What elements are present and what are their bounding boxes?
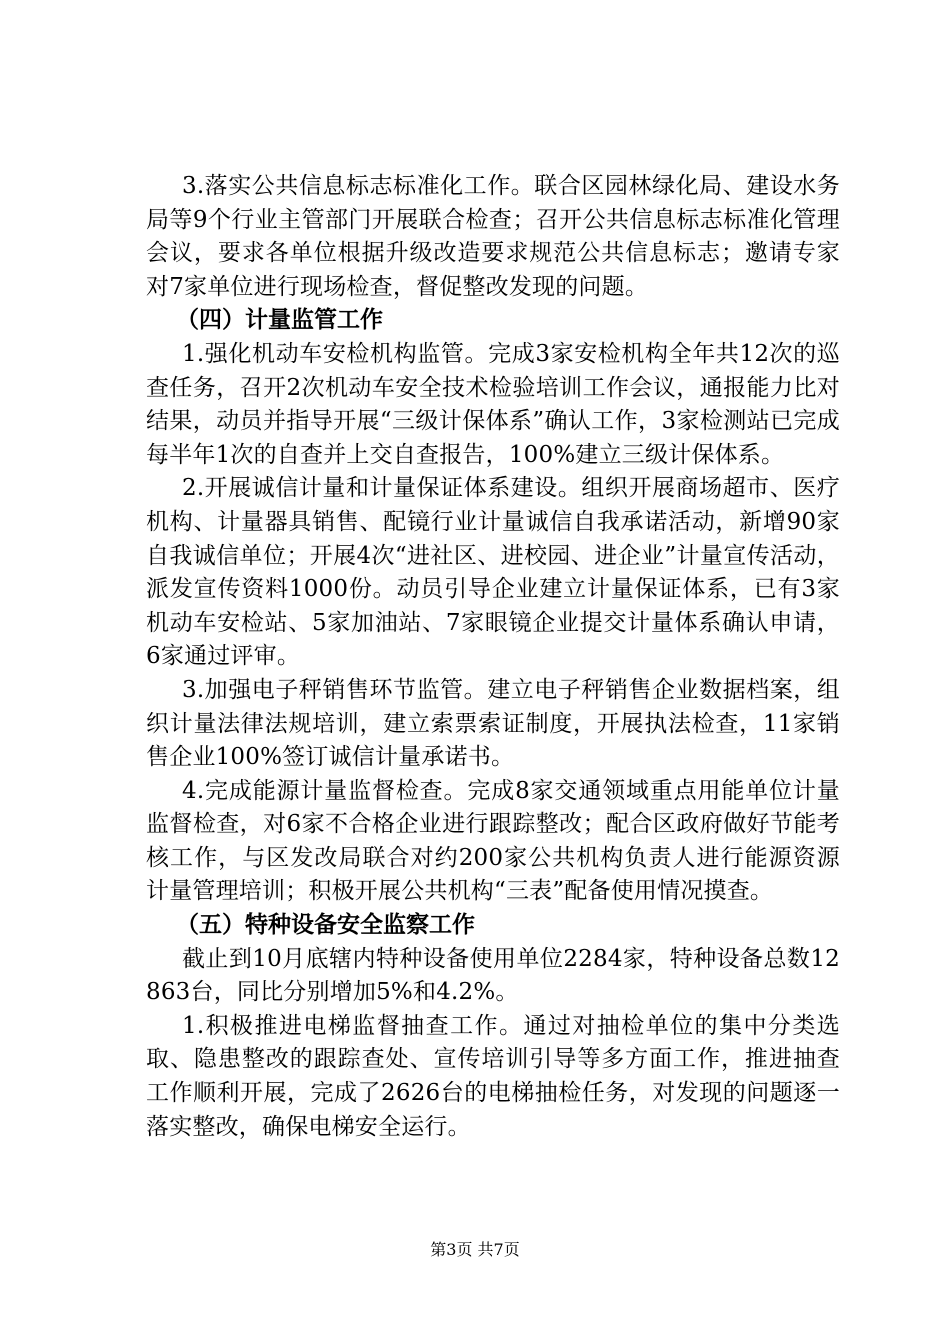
- document-body: [146, 170, 840, 1144]
- paragraph-electronic-scales: 3.加强电子秤销售环节监管。建立电子秤销售企业数据档案，组织计量法律法规培训，建立索票索证制度，开展执法检查，11家销售企业100%签订诚信计量承诺书。: [146, 676, 840, 771]
- paragraph-vehicle-inspection: 1.强化机动车安检机构监管。完成3家安检机构全年共12次的巡查任务，召开2次机动车安全技术检验培训工作会议，通报能力比对结果，动员并指导开展“三级计保体系”确认工作，3家检测站已完成每半年1次的自查并上交自查报告，100%建立三级计保体系。: [146, 340, 840, 468]
- paragraph-public-info-signs: 3.落实公共信息标志标准化工作。联合区园林绿化局、建设水务局等9个行业主管部门开展联合检查；召开公共信息标志标准化管理会议，要求各单位根据升级改造要求规范公共信息标志；邀请专家对7家单位进行现场检查，督促整改发现的问题。: [146, 173, 840, 300]
- section-heading-special-equipment: （五）特种设备安全监察工作: [176, 912, 475, 939]
- paragraph-honest-metrology: 2.开展诚信计量和计量保证体系建设。组织开展商场超市、医疗机构、计量器具销售、配镜行业计量诚信自我承诺活动，新增90家自我诚信单位；开展4次“进社区、进校园、进企业”计量宣传活动，派发宣传资料1000份。动员引导企业建立计量保证体系，已有3家机动车安检站、5家加油站、7家眼镜企业提交计量体系确认申请，6家通过评审。: [146, 475, 840, 670]
- page-number-footer: 第3页 共7页: [430, 1240, 520, 1259]
- paragraph-equipment-stats: 截止到10月底辖内特种设备使用单位2284家，特种设备总数12863台，同比分别增加5%和4.2%。: [146, 945, 840, 1006]
- section-heading-metrology: （四）计量监管工作: [176, 307, 383, 334]
- paragraph-elevator-inspection: 1.积极推进电梯监督抽查工作。通过对抽检单位的集中分类选取、隐患整改的跟踪查处、宣传培训引导等多方面工作，推进抽查工作顺利开展，完成了2626台的电梯抽检任务，对发现的问题逐一落实整改，确保电梯安全运行。: [146, 1012, 840, 1140]
- paragraph-energy-metrology: 4.完成能源计量监督检查。完成8家交通领域重点用能单位计量监督检查，对6家不合格企业进行跟踪整改；配合区政府做好节能考核工作，与区发改局联合对约200家公共机构负责人进行能源资源计量管理培训；积极开展公共机构“三表”配备使用情况摸查。: [146, 777, 840, 905]
